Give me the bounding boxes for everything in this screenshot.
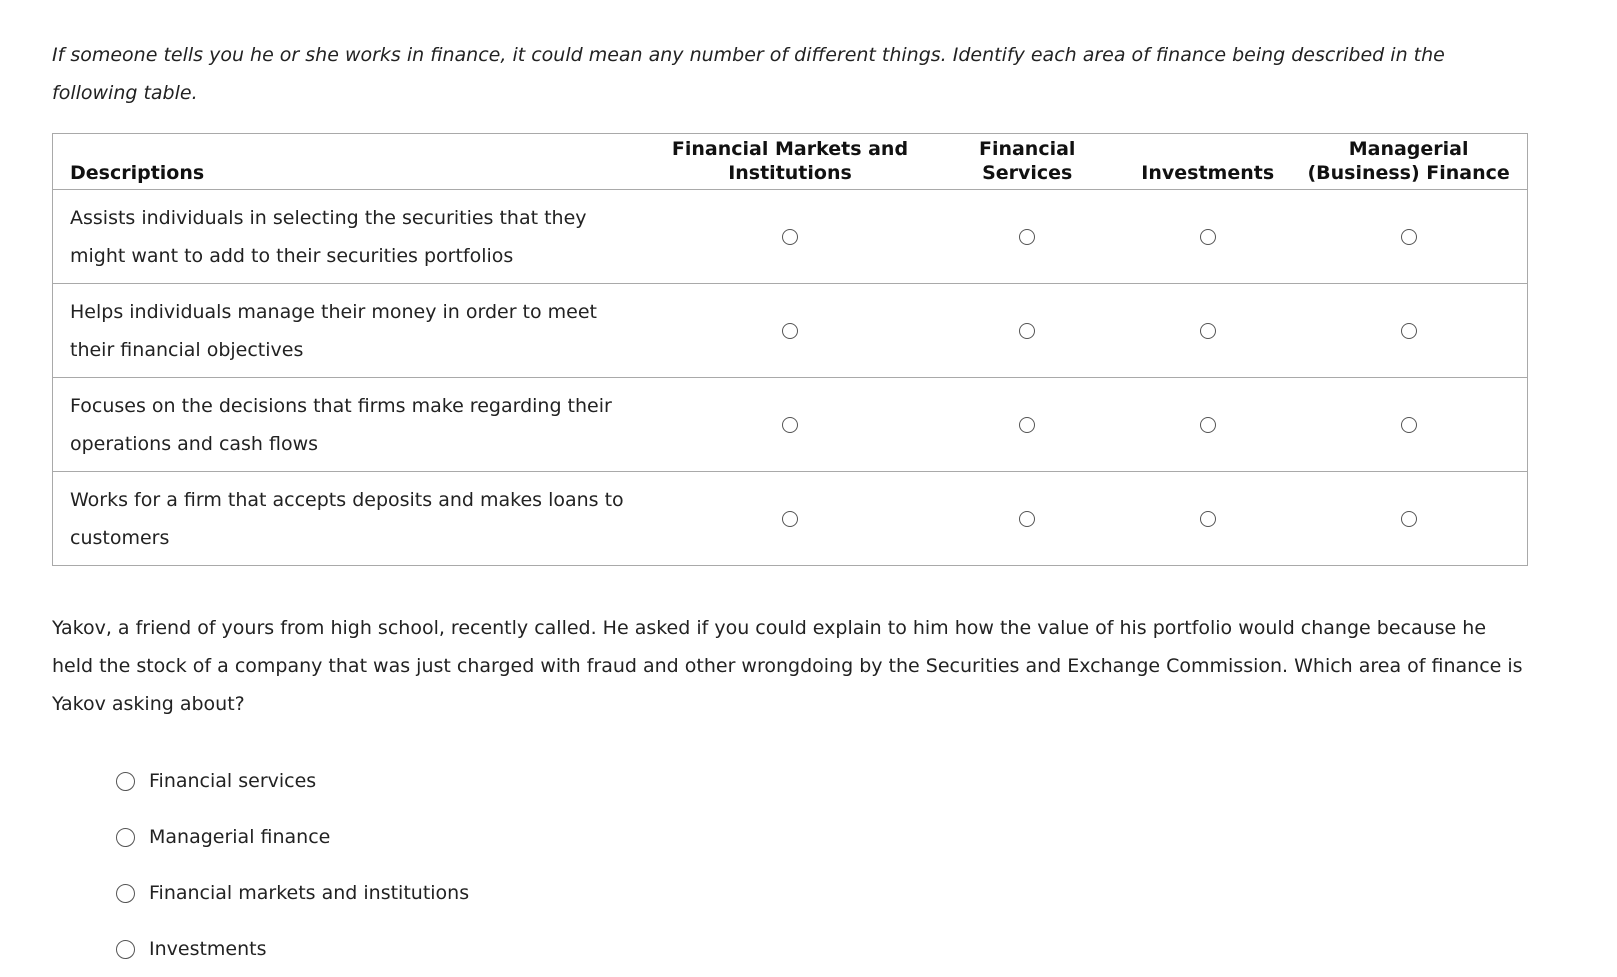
choice-investments[interactable] (116, 921, 469, 977)
header-managerial-finance: Managerial (Business) Finance (1290, 134, 1527, 190)
header-descriptions: Descriptions (53, 134, 651, 190)
cell-managerial-finance (1290, 284, 1527, 378)
cell-investments (1125, 284, 1290, 378)
cell-investments (1125, 472, 1290, 566)
radio-button[interactable] (1401, 229, 1417, 245)
radio-button[interactable] (1019, 511, 1035, 527)
radio-button[interactable] (782, 323, 798, 339)
table-header-row (53, 134, 1528, 190)
row-description: Assists individuals in selecting the securities that they might want to add to their securities portfolios (53, 190, 651, 284)
answer-choices (116, 753, 469, 977)
radio-button[interactable] (1401, 417, 1417, 433)
cell-financial-services (929, 472, 1125, 566)
radio-button[interactable] (782, 511, 798, 527)
cell-financial-markets-institutions (651, 190, 929, 284)
cell-financial-services (929, 190, 1125, 284)
choice-label: Investments (149, 938, 267, 960)
table-row (53, 284, 1528, 378)
instructions-text: If someone tells you he or she works in finance, it could mean any number of different things. Identify each area of finance being described in the following table. (52, 44, 1445, 104)
choice-label: Financial services (149, 770, 317, 792)
header-financial-markets-institutions: Financial Markets and Institutions (651, 134, 929, 190)
table-row (53, 190, 1528, 284)
cell-financial-markets-institutions (651, 378, 929, 472)
row-description: Focuses on the decisions that firms make regarding their operations and cash flows (53, 378, 651, 472)
table-row (53, 378, 1528, 472)
radio-button[interactable] (116, 828, 135, 847)
choice-financial-services[interactable] (116, 753, 469, 809)
radio-button[interactable] (1019, 417, 1035, 433)
row-description: Works for a firm that accepts deposits and makes loans to customers (53, 472, 651, 566)
cell-financial-markets-institutions (651, 472, 929, 566)
header-financial-services: Financial Services (929, 134, 1125, 190)
radio-button[interactable] (1200, 323, 1216, 339)
cell-investments (1125, 190, 1290, 284)
radio-button[interactable] (1200, 417, 1216, 433)
radio-button[interactable] (1019, 229, 1035, 245)
cell-managerial-finance (1290, 378, 1527, 472)
radio-button[interactable] (1019, 323, 1035, 339)
radio-button[interactable] (1200, 511, 1216, 527)
cell-financial-markets-institutions (651, 284, 929, 378)
choice-managerial-finance[interactable] (116, 809, 469, 865)
choice-financial-markets-institutions[interactable] (116, 865, 469, 921)
radio-button[interactable] (116, 940, 135, 959)
table-row (53, 472, 1528, 566)
radio-button[interactable] (1401, 511, 1417, 527)
classification-table (52, 133, 1528, 566)
radio-button[interactable] (782, 417, 798, 433)
radio-button[interactable] (782, 229, 798, 245)
radio-button[interactable] (116, 884, 135, 903)
radio-button[interactable] (1200, 229, 1216, 245)
cell-managerial-finance (1290, 472, 1527, 566)
cell-managerial-finance (1290, 190, 1527, 284)
cell-financial-services (929, 378, 1125, 472)
radio-button[interactable] (116, 772, 135, 791)
cell-financial-services (929, 284, 1125, 378)
row-description: Helps individuals manage their money in order to meet their financial objectives (53, 284, 651, 378)
choice-label: Managerial finance (149, 826, 331, 848)
cell-investments (1125, 378, 1290, 472)
radio-button[interactable] (1401, 323, 1417, 339)
question-text: Yakov, a friend of yours from high school, recently called. He asked if you could explain to him how the value of his portfolio would change because he held the stock of a company that was just charged with fraud and other wrongdoing by the Securities and Exchange Commission. Which area of finance is Yakov asking about? (52, 617, 1523, 715)
choice-label: Financial markets and institutions (149, 882, 470, 904)
header-investments: Investments (1125, 134, 1290, 190)
